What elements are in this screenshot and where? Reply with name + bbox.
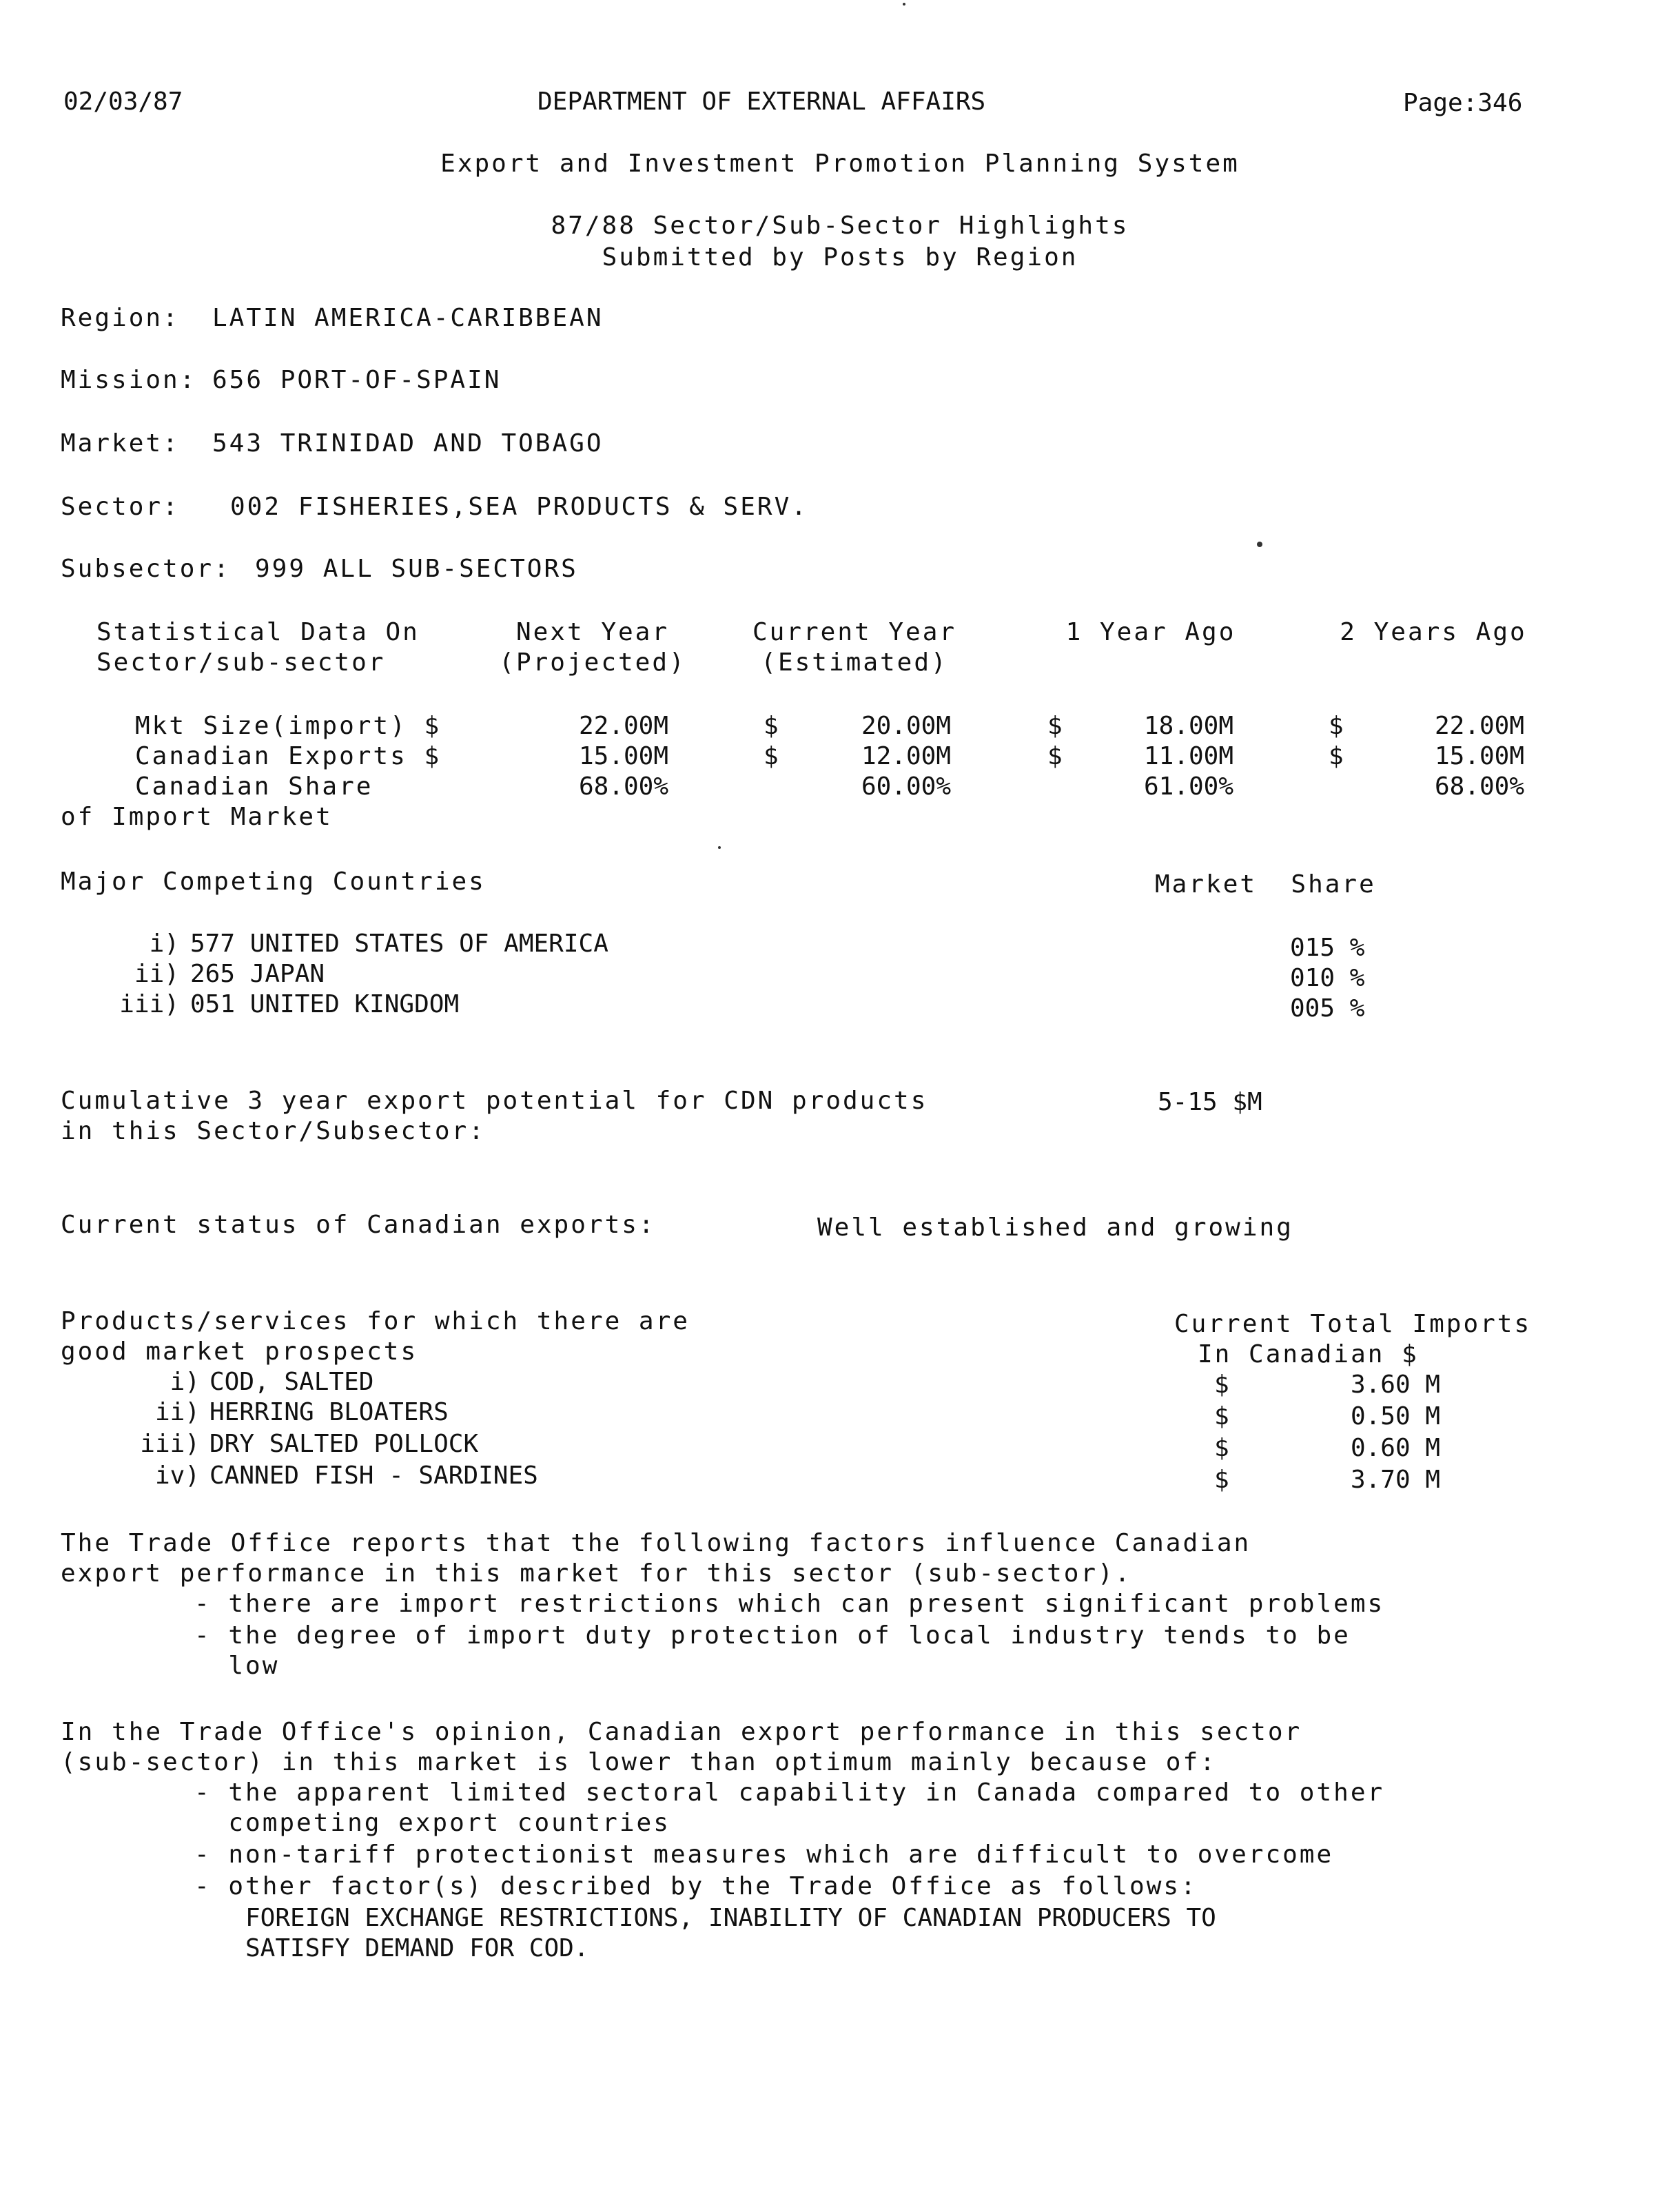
product-amount-3: 0.60 M [1350,1434,1440,1462]
mkt-size-1y-currency: $ [1047,712,1063,740]
product-amount-2: 0.50 M [1350,1402,1440,1430]
competitor-index-2: ii) [134,960,179,988]
factor-bullet-2-cont: low [194,1652,280,1680]
product-index-1: i) [170,1368,200,1396]
opinion-line-2: (sub-sector) in this market is lower than optimum mainly because of: [61,1748,1217,1776]
stats-heading-line-1: Statistical Data On [96,618,420,646]
subtitle-line-1: 87/88 Sector/Sub-Sector Highlights [551,212,1129,240]
cdn-share-continuation: of Import Market [61,803,333,831]
product-index-4: iv) [154,1462,200,1490]
potential-line-1: Cumulative 3 year export potential for CDN products [61,1087,928,1115]
product-currency-1: $ [1214,1371,1229,1399]
subsector-value: 999 ALL SUB-SECTORS [255,555,578,583]
potential-value: 5-15 $M [1158,1088,1262,1116]
mission-label: Mission: [61,366,197,394]
sector-value: 002 FISHERIES,SEA PRODUCTS & SERV. [230,493,808,521]
mkt-size-1y: 18.00M [1143,712,1233,740]
cdn-exports-current: 12.00M [861,742,951,770]
status-value: Well established and growing [817,1213,1293,1242]
imports-heading-line-1: Current Total Imports [1174,1310,1532,1338]
product-name-4: CANNED FISH - SARDINES [209,1462,538,1490]
products-heading-line-1: Products/services for which there are [61,1307,690,1335]
sector-label: Sector: [61,493,180,521]
scan-speck [718,846,721,849]
cdn-exports-1y-currency: $ [1047,742,1063,770]
mkt-size-2y-currency: $ [1329,712,1344,740]
cdn-share-1y: 61.00% [1143,772,1233,801]
col-current-year-sub: (Estimated) [761,648,948,677]
cdn-share-current: 60.00% [861,772,951,801]
competitor-share-2: 010 % [1290,964,1365,992]
potential-line-2: in this Sector/Subsector: [61,1117,486,1145]
competitor-share-1: 015 % [1290,934,1365,962]
row-cdn-exports-label: Canadian Exports $ [135,742,442,770]
competitor-country-2: 265 JAPAN [190,960,325,988]
product-name-2: HERRING BLOATERS [209,1398,449,1426]
status-label: Current status of Canadian exports: [61,1211,656,1239]
subsector-label: Subsector: [61,555,231,583]
product-name-3: DRY SALTED POLLOCK [209,1430,479,1458]
product-index-3: iii) [140,1430,200,1458]
opinion-detail-line-1: FOREIGN EXCHANGE RESTRICTIONS, INABILITY OF CANADIAN PRODUCERS TO [245,1904,1216,1932]
col-2-years-ago: 2 Years Ago [1340,618,1527,646]
factor-bullet-2: - the degree of import duty protection of local industry tends to be [194,1621,1351,1650]
system-title: Export and Investment Promotion Planning System [440,150,1240,178]
stats-heading-line-2: Sector/sub-sector [96,648,386,677]
product-index-2: ii) [154,1398,200,1426]
cdn-exports-1y: 11.00M [1143,742,1233,770]
cdn-exports-next: 15.00M [578,742,668,770]
page-number: Page:346 [1403,89,1523,117]
subtitle-line-2: Submitted by Posts by Region [602,243,1078,271]
product-currency-2: $ [1214,1402,1229,1430]
factor-bullet-1: - there are import restrictions which can present significant problems [194,1590,1385,1618]
competitor-country-1: 577 UNITED STATES OF AMERICA [190,930,608,958]
mkt-size-next: 22.00M [578,712,668,740]
scan-speck [1257,542,1262,547]
region-label: Region: [61,304,180,332]
mkt-size-current-currency: $ [764,712,779,740]
product-amount-1: 3.60 M [1350,1371,1440,1399]
cdn-exports-2y: 15.00M [1434,742,1524,770]
product-amount-4: 3.70 M [1350,1466,1440,1494]
department-name: DEPARTMENT OF EXTERNAL AFFAIRS [537,88,986,116]
competitors-heading: Major Competing Countries [61,868,486,896]
competitor-share-3: 005 % [1290,994,1365,1023]
competitor-index-3: iii) [119,990,179,1018]
opinion-bullet-2: - non-tariff protectionist measures which are difficult to overcome [194,1840,1334,1869]
mission-value: 656 PORT-OF-SPAIN [212,366,502,394]
market-share-heading: Market Share [1155,870,1376,899]
cdn-exports-current-currency: $ [764,742,779,770]
row-cdn-share-label: Canadian Share [135,772,373,801]
product-currency-3: $ [1214,1434,1229,1462]
imports-heading-line-2: In Canadian $ [1198,1340,1419,1368]
report-date: 02/03/87 [63,88,183,116]
scan-speck [903,3,905,6]
cdn-share-2y: 68.00% [1434,772,1524,801]
mkt-size-current: 20.00M [861,712,951,740]
cdn-exports-2y-currency: $ [1329,742,1344,770]
opinion-bullet-1: - the apparent limited sectoral capability in Canada compared to other [194,1778,1385,1807]
competitor-index-1: i) [149,930,179,958]
opinion-detail-line-2: SATISFY DEMAND FOR COD. [245,1934,589,1962]
competitor-country-3: 051 UNITED KINGDOM [190,990,460,1018]
row-mkt-size-label: Mkt Size(import) $ [135,712,442,740]
col-current-year: Current Year [752,618,957,646]
factors-line-2: export performance in this market for this sector (sub-sector). [61,1559,1132,1588]
mkt-size-2y: 22.00M [1434,712,1524,740]
market-value: 543 TRINIDAD AND TOBAGO [212,429,604,458]
opinion-line-1: In the Trade Office's opinion, Canadian export performance in this sector [61,1718,1302,1746]
region-value: LATIN AMERICA-CARIBBEAN [212,304,604,332]
product-name-1: COD, SALTED [209,1368,374,1396]
col-next-year: Next Year [515,618,670,646]
cdn-share-next: 68.00% [578,772,668,801]
products-heading-line-2: good market prospects [61,1337,418,1366]
market-label: Market: [61,429,180,458]
product-currency-4: $ [1214,1466,1229,1494]
col-next-year-sub: (Projected) [499,648,686,677]
opinion-bullet-3: - other factor(s) described by the Trade Office as follows: [194,1872,1198,1900]
opinion-bullet-1-cont: competing export countries [194,1809,670,1837]
col-1-year-ago: 1 Year Ago [1065,618,1236,646]
factors-line-1: The Trade Office reports that the following factors influence Canadian [61,1529,1251,1557]
